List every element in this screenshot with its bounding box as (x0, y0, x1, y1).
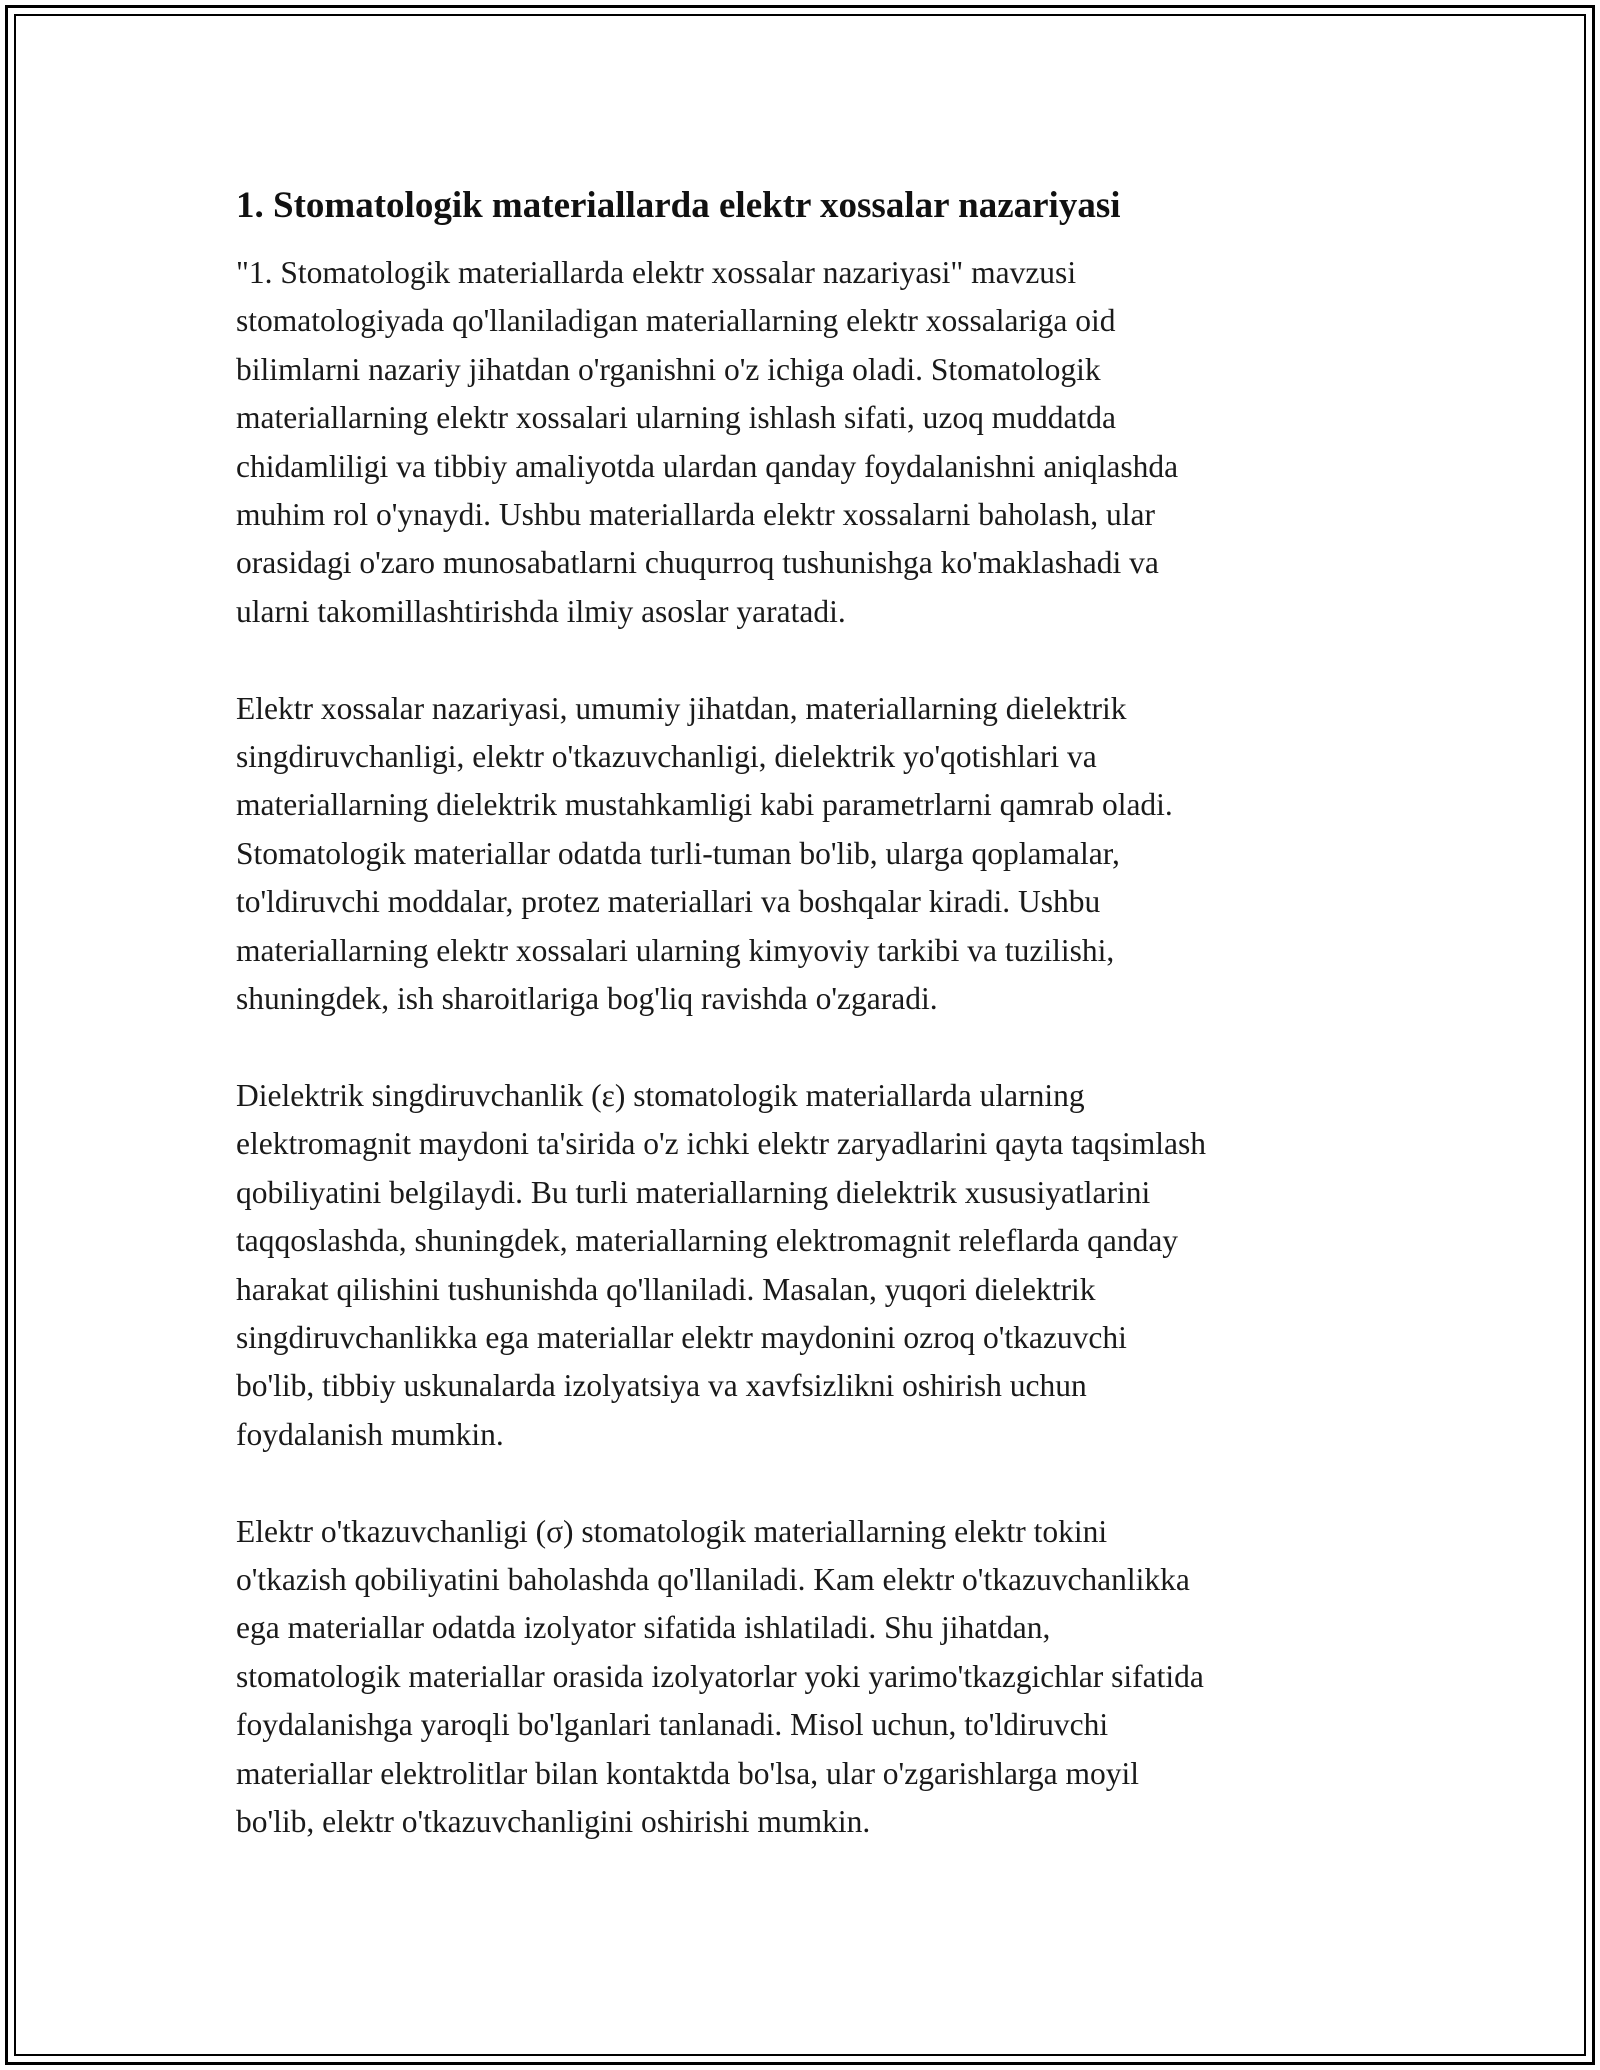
text-line: "1. Stomatologik materiallarda elektr xossalar nazariyasi" mavzusi (236, 255, 1077, 290)
text-line: elektromagnit maydoni ta'sirida o'z ichki elektr zaryadlarini qayta taqsimlash (236, 1126, 1207, 1162)
text-line: singdiruvchanligi, elektr o'tkazuvchanligi, dielektrik yo'qotishlari va (236, 739, 1097, 775)
text-line: ega materiallar odatda izolyator sifatida ishlatiladi. Shu jihatdan, (236, 1610, 1051, 1646)
text-line: materiallarning elektr xossalari ularning ishlash sifati, uzoq muddatda (236, 400, 1117, 436)
text-line: Stomatologik materiallar odatda turli-tuman bo'lib, ularga qoplamalar, (236, 835, 1120, 871)
text-line: Elektr o'tkazuvchanligi (σ) stomatologik materiallarning elektr tokini (236, 1513, 1108, 1549)
text-line: o'tkazish qobiliyatini baholashda qo'llaniladi. Kam elektr o'tkazuvchanlikka (236, 1561, 1190, 1597)
text-line: harakat qilishini tushunishda qo'llaniladi. Masalan, yuqori dielektrik (236, 1271, 1096, 1307)
text-line: Elektr xossalar nazariyasi, umumiy jihatdan, materiallarning dielektrik (236, 690, 1127, 726)
text-line: shuningdek, ish sharoitlariga bog'liq ravishda o'zgaradi. (236, 981, 938, 1017)
paragraph-4 (236, 1508, 1386, 1847)
text-line: taqqoslashda, shuningdek, materiallarning elektromagnit releflarda qanday (236, 1223, 1179, 1259)
text-line: chidamliligi va tibbiy amaliyotda ulardan qanday foydalanishni aniqlashda (236, 448, 1179, 484)
document-body (236, 183, 1386, 1895)
text-line: to'ldiruvchi moddalar, protez materiallari va boshqalar kiradi. Ushbu (236, 884, 1101, 920)
text-line: foydalanish mumkin. (236, 1416, 504, 1452)
section-heading: 1. Stomatologik materiallarda elektr xossalar nazariyasi (236, 185, 1121, 226)
text-line: stomatologiyada qo'llaniladigan materiallarning elektr xossalariga oid (236, 303, 1116, 339)
text-line: orasidagi o'zaro munosabatlarni chuqurroq tushunishga ko'maklashadi va (236, 545, 1159, 581)
text-line: qobiliyatini belgilaydi. Bu turli materiallarning dielektrik xususiyatlarini (236, 1174, 1151, 1210)
text-line: bilimlarni nazariy jihatdan o'rganishni o'z ichiga oladi. Stomatologik (236, 351, 1101, 387)
text-line: materiallarning dielektrik mustahkamligi kabi parametrlarni qamrab oladi. (236, 787, 1173, 823)
paragraph-3 (236, 1072, 1386, 1459)
text-line: Dielektrik singdiruvchanlik (ε) stomatologik materiallarda ularning (236, 1077, 1085, 1113)
text-line: materiallar elektrolitlar bilan kontaktda bo'lsa, ular o'zgarishlarga moyil (236, 1755, 1139, 1791)
paragraph-1 (236, 249, 1386, 636)
text-line: singdiruvchanlikka ega materiallar elektr maydonini ozroq o'tkazuvchi (236, 1319, 1127, 1355)
text-line: muhim rol o'ynaydi. Ushbu materiallarda elektr xossalarni baholash, ular (236, 497, 1155, 533)
text-line: bo'lib, elektr o'tkazuvchanligini oshirishi mumkin. (236, 1803, 871, 1839)
text-line: materiallarning elektr xossalari ularning kimyoviy tarkibi va tuzilishi, (236, 932, 1115, 968)
text-line: stomatologik materiallar orasida izolyatorlar yoki yarimo'tkazgichlar sifatida (236, 1658, 1204, 1694)
text-line: foydalanishga yaroqli bo'lganlari tanlanadi. Misol uchun, to'ldiruvchi (236, 1707, 1109, 1743)
text-line: bo'lib, tibbiy uskunalarda izolyatsiya va xavfsizlikni oshirish uchun (236, 1368, 1087, 1404)
text-line: ularni takomillashtirishda ilmiy asoslar yaratadi. (236, 593, 846, 629)
paragraph-2 (236, 685, 1386, 1024)
